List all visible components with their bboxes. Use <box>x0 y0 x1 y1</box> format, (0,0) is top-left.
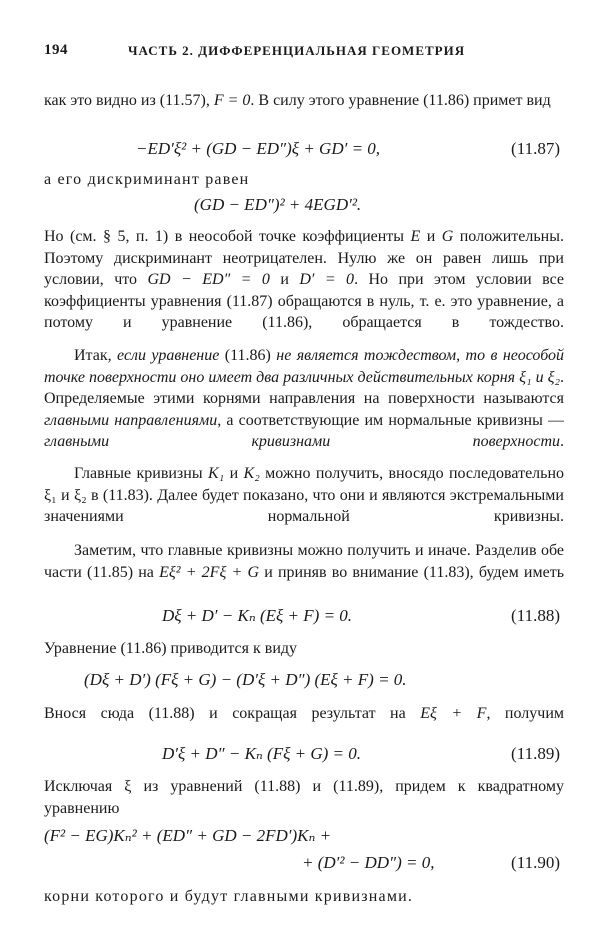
p3-text-e: . Но при этом условии все коэффициенты уравнения (11.87) обращаются в нуль, т. е. это уравнение, а потому и уравнение (11.86), обращается в тождество. <box>44 271 565 331</box>
equation-expanded-formula: (Dξ + D′) (Fξ + G) − (D′ξ + D″) (Eξ + F) = 0. <box>84 670 407 689</box>
p6-text-c: и приняв во внимание (11.83), будем иметь <box>259 563 564 581</box>
p5-symbol-k2: K₂ <box>243 465 260 482</box>
paragraph-3 <box>44 226 564 334</box>
equation-11-89-number: (11.89) <box>511 744 560 763</box>
p8-formula: Eξ + F <box>420 705 487 722</box>
equation-11-90-part-1: (F² − EG)Kₙ² + (ED″ + GD − 2FD′)Kₙ + <box>44 826 332 845</box>
p4-term-principal-directions: главными направлениями <box>44 411 218 429</box>
p4-theorem: не является тождеством, то в неособой точке поверхности оно имеет два различных действительных корня ξ₁ и ξ₂ <box>44 347 565 386</box>
p6-formula: Eξ² + 2Fξ + G <box>159 563 260 581</box>
p3-symbol-e: E <box>410 228 421 245</box>
page-number: 194 <box>44 42 68 58</box>
paragraph-4 <box>44 345 564 453</box>
p4-text-e: . Определяемые этими корнями направления на поверхности называются <box>44 368 564 407</box>
p5-symbol-k1: K₁ <box>207 465 225 482</box>
p1-text-a: как это видно из (11.57), <box>44 92 214 109</box>
equation-discriminant <box>44 193 564 217</box>
p4-text-g: , а соответствующие им нормальные кривизны — <box>217 411 564 429</box>
p6-text-a: Заметим, что главные кривизны можно получить и иначе. Разделив обе части (11.85) на <box>44 542 564 581</box>
equation-11-88 <box>44 604 564 628</box>
p3-condition-2: D′ = 0 <box>299 271 355 288</box>
paragraph-10 <box>44 886 564 908</box>
p10-text: корни которого и будут главными кривизнами. <box>44 888 414 905</box>
p5-text-e: можно получить, вносядо последовательно ξ₁ и ξ₂ в (11.83). Далее будет показано, что они и являются экстремальными значениями нормальной кривизны. <box>44 465 565 525</box>
paragraph-6 <box>44 540 564 583</box>
p3-symbol-g: G <box>441 228 454 245</box>
equation-11-87-formula: −ED′ξ² + (GD − ED″)ξ + GD′ = 0, <box>136 139 381 158</box>
paragraph-1 <box>44 90 564 112</box>
equation-11-90-part-2: + (D′² − DD″) = 0, <box>302 853 435 872</box>
paragraph-7 <box>44 638 564 660</box>
p7-text: Уравнение (11.86) приводится к виду <box>44 640 298 657</box>
equation-11-88-number: (11.88) <box>511 606 560 625</box>
p3-condition-1: GD − ED″ = 0 <box>147 271 270 288</box>
equation-11-90-line-1 <box>44 824 564 848</box>
p4-text-a: Итак, <box>74 347 118 364</box>
equation-11-87-number: (11.87) <box>511 139 560 158</box>
p3-text-c: положительны. Поэтому дискриминант неотрицателен. Нулю же он равен лишь при условии, что <box>44 228 564 288</box>
equation-11-90-line-2 <box>44 851 564 875</box>
p3-text-b: и <box>420 228 442 245</box>
p2-text: а его дискриминант равен <box>44 171 250 188</box>
equation-expanded <box>44 668 564 692</box>
p9-text: Исключая ξ из уравнений (11.88) и (11.89), придем к квадратному уравнению <box>44 778 564 817</box>
p4-text-c: (11.86) <box>219 347 277 364</box>
p5-text-a: Главные кривизны <box>74 465 208 482</box>
equation-11-89-formula: D′ξ + D″ − Kₙ (Fξ + G) = 0. <box>162 744 362 763</box>
equation-11-88-formula: Dξ + D′ − Kₙ (Eξ + F) = 0. <box>162 606 353 625</box>
p4-text-i: . <box>560 433 564 450</box>
p3-text-d: и <box>269 271 300 288</box>
p1-formula: F = 0 <box>213 92 251 109</box>
p8-text-c: , получим <box>486 705 565 722</box>
equation-11-87 <box>44 137 564 161</box>
p8-text-a: Внося сюда (11.88) и сокращая результат на <box>44 705 421 722</box>
running-title: ЧАСТЬ 2. ДИФФЕРЕНЦИАЛЬНАЯ ГЕОМЕТРИЯ <box>128 43 466 58</box>
paragraph-5 <box>44 463 564 528</box>
equation-11-90-number: (11.90) <box>511 853 560 872</box>
equation-discriminant-formula: (GD − ED″)² + 4EGD′². <box>194 195 362 214</box>
p4-italic-b: если уравнение <box>117 347 220 364</box>
p1-text-c: . В силу этого уравнение (11.86) примет вид <box>250 92 551 109</box>
p4-term-principal-curvatures: главными кривизнами поверхности <box>44 433 560 450</box>
p3-text-a: Но (см. § 5, п. 1) в неособой точке коэффициенты <box>44 228 411 245</box>
paragraph-2 <box>44 169 564 191</box>
equation-11-89 <box>44 742 564 766</box>
paragraph-8 <box>44 703 564 725</box>
p5-text-c: и <box>224 465 244 482</box>
paragraph-9 <box>44 776 564 819</box>
